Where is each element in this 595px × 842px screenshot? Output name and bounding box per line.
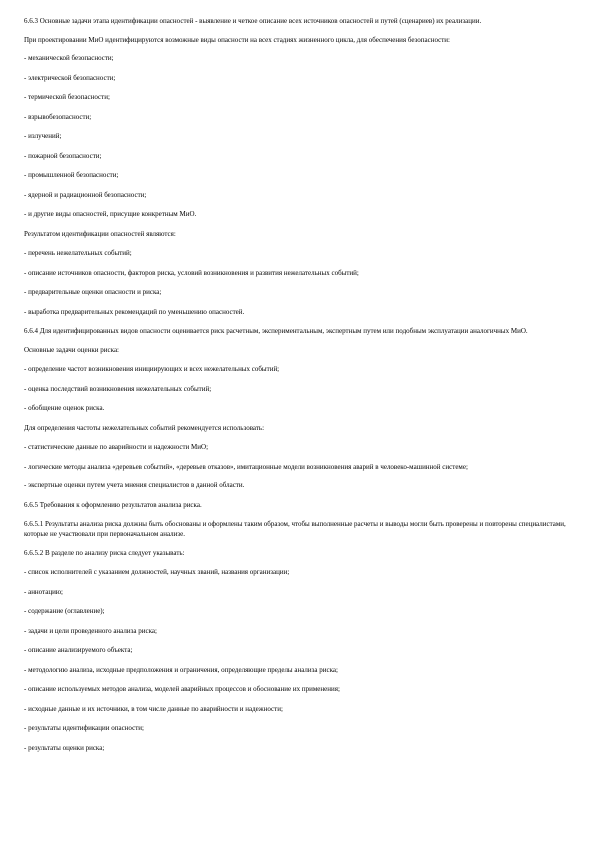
list-item: - пожарной безопасности;: [24, 151, 102, 160]
paragraph-hazard-identification-intro: При проектировании МиО идентифицируются возможные виды опасности на всех стадиях жизненного цикла, для обеспечения безопасности:: [24, 35, 450, 44]
list-item: - выработка предварительных рекомендаций по уменьшению опасностей.: [24, 307, 245, 316]
list-item: - содержание (оглавление);: [24, 607, 105, 615]
list-item: - промышленной безопасности;: [24, 171, 119, 179]
paragraph-6-6-5-2: 6.6.5.2 В разделе по анализу риска следует указывать:: [24, 548, 185, 557]
list-item: - излучений;: [24, 132, 62, 140]
list-item: - взрывобезопасности;: [24, 112, 92, 121]
list-item: - описание анализируемого объекта;: [24, 646, 133, 654]
paragraph-risk-assessment-tasks: Основные задачи оценки риска:: [24, 345, 119, 354]
list-item: - определение частот возникновения инициирующих и всех нежелательных событий;: [24, 365, 280, 373]
paragraph-identification-results: Результатом идентификации опасностей являются:: [24, 229, 176, 238]
list-item: - результаты идентификации опасности;: [24, 724, 144, 732]
list-item: - описание источников опасности, факторов риска, условий возникновения и развития нежелательных событий;: [24, 268, 359, 277]
list-item: - результаты оценки риска;: [24, 743, 105, 752]
list-item: - исходные данные и их источники, в том числе данные по аварийности и надежности;: [24, 704, 283, 713]
list-item: - задачи и цели проведенного анализа риска;: [24, 626, 157, 635]
list-item: - оценка последствий возникновения нежелательных событий;: [24, 384, 212, 393]
paragraph-6-6-5: 6.6.5 Требования к оформлению результатов анализа риска.: [24, 500, 202, 509]
list-item: - логические методы анализа «деревьев событий», «деревьев отказов», имитационные модели возникновения аварий в человеко-машинной системе;: [24, 462, 468, 471]
list-item: - перечень нежелательных событий;: [24, 249, 132, 257]
list-item: - статистические данные по аварийности и надежности МиО;: [24, 443, 209, 451]
list-item: - электрической безопасности;: [24, 73, 116, 82]
list-item: - механической безопасности;: [24, 54, 114, 62]
list-item: - обобщение оценок риска.: [24, 404, 105, 412]
list-item: - аннотацию;: [24, 587, 64, 596]
list-item: - описание используемых методов анализа, моделей аварийных процессов и обоснование их применения;: [24, 685, 340, 693]
paragraph-6-6-4: 6.6.4 Для идентифицированных видов опасности оценивается риск расчетным, экспериментальным, экспертным путем или подобным эксплуатации аналогичных МиО.: [24, 327, 528, 335]
paragraph-frequency-methods: Для определения частоты нежелательных событий рекомендуется использовать:: [24, 423, 265, 432]
list-item: - методологию анализа, исходные предположения и ограничения, определяющие пределы анализа риска;: [24, 665, 338, 674]
paragraph-6-6-3: 6.6.3 Основные задачи этапа идентификации опасностей - выявление и четкое описание всех источников опасностей и путей (сценариев) их реализации.: [24, 17, 482, 25]
document-page: [24, 16, 578, 762]
list-item: - предварительные оценки опасности и риска;: [24, 288, 162, 296]
list-item: - список исполнителей с указанием должностей, научных званий, названия организации;: [24, 568, 290, 576]
list-item: - термической безопасности;: [24, 93, 110, 101]
list-item: - экспертные оценки путем учета мнения специалистов в данной области.: [24, 481, 245, 489]
paragraph-6-6-5-1: 6.6.5.1 Результаты анализа риска должны быть обоснованы и оформлены таким образом, чтобы выполненные расчеты и выводы могли быть проверены и повторены специалистами, которые не участвовали при первоначальном анализе.: [24, 520, 566, 538]
list-item: - и другие виды опасностей, присущие конкретным МиО.: [24, 210, 197, 218]
list-item: - ядерной и радиационной безопасности;: [24, 190, 147, 199]
